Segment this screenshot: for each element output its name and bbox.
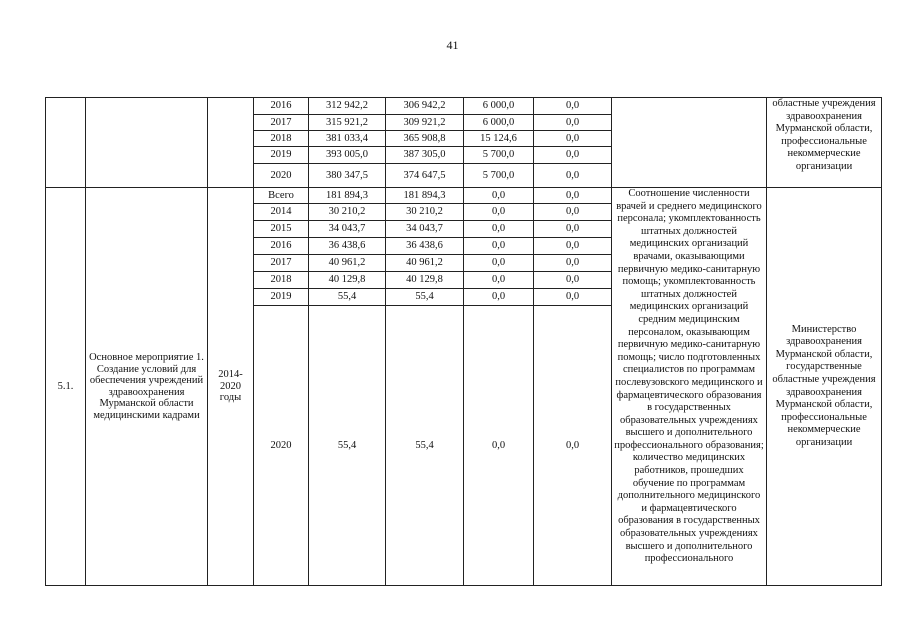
total-cell: 55,4: [309, 289, 386, 306]
regional-budget-cell: 40 129,8: [386, 272, 464, 289]
total-cell: 181 894,3: [309, 188, 386, 204]
regional-budget-cell: 34 043,7: [386, 221, 464, 238]
other-sources-cell: 0,0: [534, 289, 612, 306]
federal-budget-cell: 0,0: [464, 306, 534, 586]
total-cell: 312 942,2: [309, 98, 386, 115]
total-cell: 381 033,4: [309, 131, 386, 147]
federal-budget-cell: 5 700,0: [464, 147, 534, 164]
other-sources-cell: 0,0: [534, 147, 612, 164]
total-cell: 30 210,2: [309, 204, 386, 221]
total-cell: 315 921,2: [309, 115, 386, 131]
table-row: [46, 188, 882, 204]
executor-cell: областные учреждения здравоохранения Мурманской области, профессиональные некоммерческие организации: [767, 98, 882, 188]
total-cell: 40 961,2: [309, 255, 386, 272]
year-cell: 2016: [254, 98, 309, 115]
federal-budget-cell: 0,0: [464, 188, 534, 204]
regional-budget-cell: 30 210,2: [386, 204, 464, 221]
table-row: [46, 98, 882, 115]
measure-number: 5.1.: [46, 188, 86, 586]
total-cell: 380 347,5: [309, 164, 386, 188]
measure-period: 2014-2020 годы: [208, 188, 254, 586]
other-sources-cell: 0,0: [534, 272, 612, 289]
measure-name-cell: [86, 98, 208, 188]
year-cell: 2017: [254, 255, 309, 272]
other-sources-cell: 0,0: [534, 188, 612, 204]
measure-number-cell: [46, 98, 86, 188]
regional-budget-cell: 55,4: [386, 289, 464, 306]
federal-budget-cell: 6 000,0: [464, 115, 534, 131]
year-cell: 2017: [254, 115, 309, 131]
federal-budget-cell: 0,0: [464, 255, 534, 272]
year-cell: 2019: [254, 147, 309, 164]
other-sources-cell: 0,0: [534, 306, 612, 586]
other-sources-cell: 0,0: [534, 131, 612, 147]
regional-budget-cell: 181 894,3: [386, 188, 464, 204]
regional-budget-cell: 40 961,2: [386, 255, 464, 272]
total-cell: 40 129,8: [309, 272, 386, 289]
other-sources-cell: 0,0: [534, 164, 612, 188]
year-cell: 2018: [254, 131, 309, 147]
other-sources-cell: 0,0: [534, 115, 612, 131]
year-cell: Всего: [254, 188, 309, 204]
federal-budget-cell: 0,0: [464, 238, 534, 255]
federal-budget-cell: 15 124,6: [464, 131, 534, 147]
federal-budget-cell: 0,0: [464, 272, 534, 289]
page-number: 41: [446, 38, 459, 52]
indicators-cell: [612, 98, 767, 188]
year-cell: 2020: [254, 164, 309, 188]
total-cell: 393 005,0: [309, 147, 386, 164]
indicators-text: Соотношение численности врачей и среднего медицинского персонала; укомплектованность штатных должностей медицинских организаций врачами, оказывающими первичную медико-санитарную помощь; укомплектованность штатных должностей медицинских организаций средним медицинским персоналом, оказывающим первичную медико-санитарную помощь; число подготовленных специалистов по программам послевузовского медицинского и фармацевтического образования в государственных образовательных учреждениях высшего и дополнительного профессионального образования; количество медицинских работников, прошедших обучение по программам дополнительного медицинского и фармацевтического образования в государственных образовательных учреждениях высшего и дополнительного профессионального: [612, 188, 767, 586]
regional-budget-cell: 55,4: [386, 306, 464, 586]
measure-period-cell: [208, 98, 254, 188]
total-cell: 36 438,6: [309, 238, 386, 255]
federal-budget-cell: 0,0: [464, 289, 534, 306]
year-cell: 2018: [254, 272, 309, 289]
federal-budget-cell: 5 700,0: [464, 164, 534, 188]
year-cell: 2016: [254, 238, 309, 255]
program-table: [45, 97, 882, 586]
regional-budget-cell: 36 438,6: [386, 238, 464, 255]
federal-budget-cell: 6 000,0: [464, 98, 534, 115]
regional-budget-cell: 387 305,0: [386, 147, 464, 164]
year-cell: 2020: [254, 306, 309, 586]
regional-budget-cell: 309 921,2: [386, 115, 464, 131]
federal-budget-cell: 0,0: [464, 204, 534, 221]
year-cell: 2015: [254, 221, 309, 238]
regional-budget-cell: 306 942,2: [386, 98, 464, 115]
regional-budget-cell: 365 908,8: [386, 131, 464, 147]
other-sources-cell: 0,0: [534, 255, 612, 272]
year-cell: 2019: [254, 289, 309, 306]
year-cell: 2014: [254, 204, 309, 221]
other-sources-cell: 0,0: [534, 238, 612, 255]
other-sources-cell: 0,0: [534, 98, 612, 115]
executor-text: Министерство здравоохранения Мурманской области, государственные областные учреждения здравоохранения Мурманской области, профессиональные некоммерческие организации: [767, 188, 882, 586]
total-cell: 34 043,7: [309, 221, 386, 238]
other-sources-cell: 0,0: [534, 221, 612, 238]
federal-budget-cell: 0,0: [464, 221, 534, 238]
measure-name: Основное мероприятие 1. Создание условий для обеспечения учреждений здравоохранения Мурманской области медицинскими кадрами: [86, 188, 208, 586]
regional-budget-cell: 374 647,5: [386, 164, 464, 188]
other-sources-cell: 0,0: [534, 204, 612, 221]
total-cell: 55,4: [309, 306, 386, 586]
